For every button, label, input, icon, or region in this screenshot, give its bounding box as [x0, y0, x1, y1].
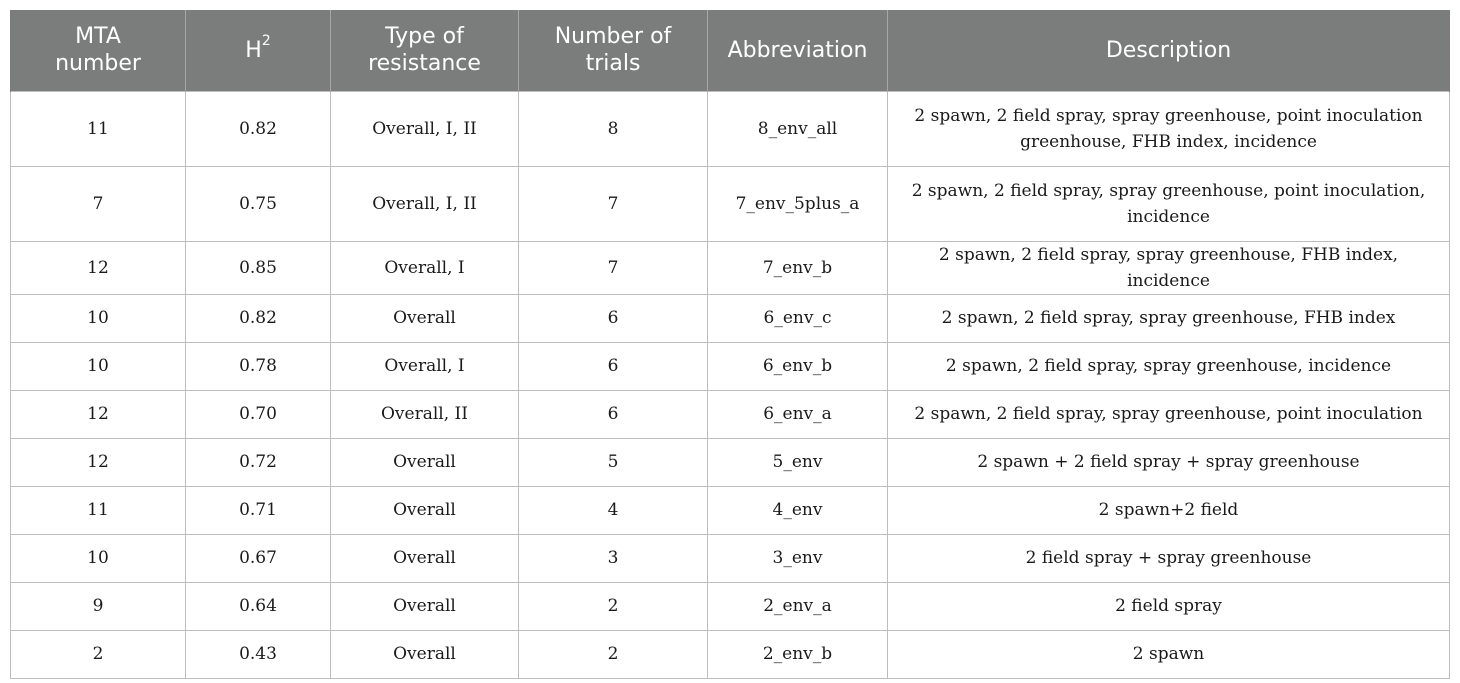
cell-abbreviation: 4_env: [708, 486, 888, 534]
table-row: [11, 534, 1450, 582]
cell-h2: 0.85: [186, 241, 331, 294]
cell-number-of-trials: 3: [519, 534, 708, 582]
cell-h2: 0.71: [186, 486, 331, 534]
table-row: [11, 438, 1450, 486]
cell-abbreviation: 2_env_a: [708, 582, 888, 630]
results-table-container: [10, 10, 1449, 679]
cell-abbreviation: 5_env: [708, 438, 888, 486]
cell-abbreviation: 3_env: [708, 534, 888, 582]
cell-type-of-resistance: Overall: [331, 534, 519, 582]
cell-h2: 0.64: [186, 582, 331, 630]
cell-mta-number: 10: [11, 294, 186, 342]
cell-number-of-trials: 6: [519, 294, 708, 342]
header-mta-number-line1: MTA: [75, 24, 121, 50]
cell-h2: 0.43: [186, 630, 331, 678]
cell-type-of-resistance: Overall, II: [331, 390, 519, 438]
cell-h2: 0.72: [186, 438, 331, 486]
cell-h2: 0.67: [186, 534, 331, 582]
cell-description: 2 field spray + spray greenhouse: [888, 534, 1450, 582]
header-abbreviation: Abbreviation: [708, 10, 888, 91]
cell-type-of-resistance: Overall, I: [331, 342, 519, 390]
cell-type-of-resistance: Overall: [331, 294, 519, 342]
table-row: [11, 166, 1450, 241]
cell-h2: 0.70: [186, 390, 331, 438]
cell-type-of-resistance: Overall: [331, 582, 519, 630]
cell-number-of-trials: 7: [519, 166, 708, 241]
cell-type-of-resistance: Overall, I: [331, 241, 519, 294]
cell-type-of-resistance: Overall: [331, 486, 519, 534]
cell-h2: 0.82: [186, 91, 331, 166]
header-type-line2: resistance: [368, 51, 481, 77]
header-h2-base: H: [245, 37, 262, 63]
header-trials-line2: trials: [585, 51, 641, 77]
header-h2: [186, 10, 331, 91]
cell-number-of-trials: 5: [519, 438, 708, 486]
table-row: [11, 241, 1450, 294]
table-header-row: [11, 10, 1450, 91]
cell-description: 2 spawn, 2 field spray, spray greenhouse, FHB index: [888, 294, 1450, 342]
cell-number-of-trials: 2: [519, 630, 708, 678]
header-h2-superscript: 2: [261, 33, 271, 50]
cell-mta-number: 10: [11, 342, 186, 390]
table-row: [11, 630, 1450, 678]
table-row: [11, 582, 1450, 630]
cell-description: 2 spawn, 2 field spray, spray greenhouse, incidence: [888, 342, 1450, 390]
table-row: [11, 486, 1450, 534]
cell-mta-number: 12: [11, 438, 186, 486]
cell-description: 2 field spray: [888, 582, 1450, 630]
cell-mta-number: 12: [11, 241, 186, 294]
cell-mta-number: 11: [11, 91, 186, 166]
mta-results-table: [10, 10, 1450, 679]
header-mta-number: [11, 10, 186, 91]
cell-type-of-resistance: Overall, I, II: [331, 166, 519, 241]
cell-abbreviation: 2_env_b: [708, 630, 888, 678]
cell-number-of-trials: 8: [519, 91, 708, 166]
cell-mta-number: 2: [11, 630, 186, 678]
cell-description: 2 spawn: [888, 630, 1450, 678]
table-body: [11, 91, 1450, 678]
cell-abbreviation: 6_env_a: [708, 390, 888, 438]
header-type-of-resistance: [331, 10, 519, 91]
cell-abbreviation: 6_env_c: [708, 294, 888, 342]
cell-description: 2 spawn, 2 field spray, spray greenhouse, point inoculation: [888, 390, 1450, 438]
cell-description: 2 spawn+2 field: [888, 486, 1450, 534]
cell-description: 2 spawn, 2 field spray, spray greenhouse, point inoculation, incidence: [888, 166, 1450, 241]
header-description: Description: [888, 10, 1450, 91]
cell-description: 2 spawn, 2 field spray, spray greenhouse, FHB index, incidence: [888, 241, 1450, 294]
cell-abbreviation: 7_env_b: [708, 241, 888, 294]
cell-number-of-trials: 6: [519, 390, 708, 438]
cell-type-of-resistance: Overall, I, II: [331, 91, 519, 166]
cell-mta-number: 12: [11, 390, 186, 438]
cell-type-of-resistance: Overall: [331, 438, 519, 486]
header-type-line1: Type of: [385, 24, 464, 50]
cell-mta-number: 7: [11, 166, 186, 241]
cell-description: 2 spawn, 2 field spray, spray greenhouse, point inoculation greenhouse, FHB index, incidence: [888, 91, 1450, 166]
cell-type-of-resistance: Overall: [331, 630, 519, 678]
table-row: [11, 342, 1450, 390]
header-number-of-trials: [519, 10, 708, 91]
cell-abbreviation: 6_env_b: [708, 342, 888, 390]
cell-abbreviation: 8_env_all: [708, 91, 888, 166]
cell-h2: 0.78: [186, 342, 331, 390]
cell-h2: 0.75: [186, 166, 331, 241]
cell-mta-number: 11: [11, 486, 186, 534]
cell-abbreviation: 7_env_5plus_a: [708, 166, 888, 241]
table-row: [11, 390, 1450, 438]
cell-mta-number: 9: [11, 582, 186, 630]
cell-number-of-trials: 6: [519, 342, 708, 390]
cell-number-of-trials: 7: [519, 241, 708, 294]
table-row: [11, 294, 1450, 342]
cell-mta-number: 10: [11, 534, 186, 582]
cell-number-of-trials: 2: [519, 582, 708, 630]
header-mta-number-line2: number: [55, 51, 141, 77]
cell-h2: 0.82: [186, 294, 331, 342]
table-row: [11, 91, 1450, 166]
cell-number-of-trials: 4: [519, 486, 708, 534]
cell-description: 2 spawn + 2 field spray + spray greenhouse: [888, 438, 1450, 486]
header-trials-line1: Number of: [554, 24, 672, 50]
